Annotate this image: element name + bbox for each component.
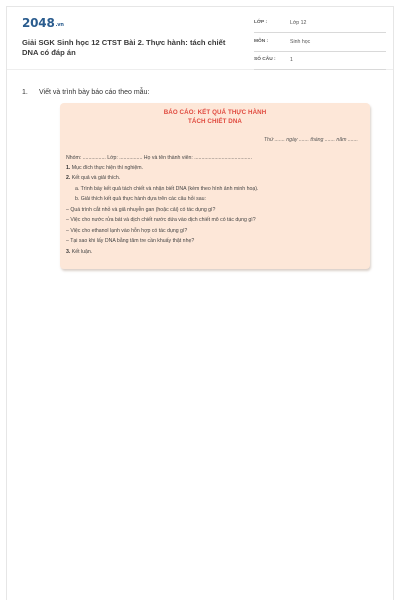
meta-label: MÔN : (254, 38, 269, 44)
meta-value: Lớp 12 (290, 20, 307, 26)
report-title-line1: BÁO CÁO: KẾT QUẢ THỰC HÀNH (163, 109, 267, 116)
report-item: – Tại sao khi lấy DNA bằng tăm tre cần khuấy thật nhẹ? (66, 238, 195, 244)
question-text: Viết và trình bày báo cáo theo mẫu: (39, 89, 150, 96)
page-frame (6, 6, 394, 600)
document-title (22, 38, 242, 57)
document-title-line1: Giải SGK Sinh học 12 CTST Bài 2. Thực hành: tách chiết (22, 38, 226, 47)
meta-value: Sinh học (290, 38, 311, 45)
report-date-line: Thứ ....... ngày ....... tháng ....... năm ....... (263, 137, 358, 143)
document-title-line2: DNA có đáp án (22, 47, 76, 57)
meta-row-class (254, 17, 386, 33)
meta-label: SỐ CÂU : (254, 57, 276, 62)
report-template-card (60, 103, 370, 269)
document-meta (254, 17, 386, 73)
report-group-line: Nhóm: ................ Lớp: ................ Họ và tên thành viên: ........................................ (66, 155, 252, 161)
report-item: – Việc cho ethanol lạnh vào hỗn hợp có tác dụng gì? (66, 228, 188, 234)
meta-label: LỚP : (254, 20, 268, 25)
report-item: 2. Kết quả và giải thích. (66, 175, 121, 181)
report-item: – Việc cho nước rửa bát và dịch chiết nước dứa vào dịch chiết mô có tác dụng gì? (66, 217, 256, 223)
meta-row-question-count (254, 54, 386, 70)
page-header (7, 7, 393, 70)
report-item: b. Giải thích kết quả thực hành dựa trên các câu hỏi sau: (75, 196, 206, 202)
report-item: 3. Kết luận. (66, 249, 93, 255)
question-number: 1. (22, 89, 28, 96)
report-title-line2: TÁCH CHIẾT DNA (188, 118, 242, 125)
meta-row-subject (254, 36, 386, 52)
report-item: a. Trình bày kết quả tách chiết và nhận biết DNA (kèm theo hình ảnh minh hoạ). (75, 186, 259, 192)
meta-value: 1 (290, 57, 293, 63)
site-logo[interactable]: 2048.vn (22, 16, 64, 30)
question-1 (22, 89, 149, 96)
report-item: – Quá trình cắt nhỏ và giã nhuyễn gan (hoặc cải) có tác dụng gì? (66, 207, 216, 213)
report-item: 1. Mục đích thực hiện thí nghiệm. (66, 165, 144, 171)
